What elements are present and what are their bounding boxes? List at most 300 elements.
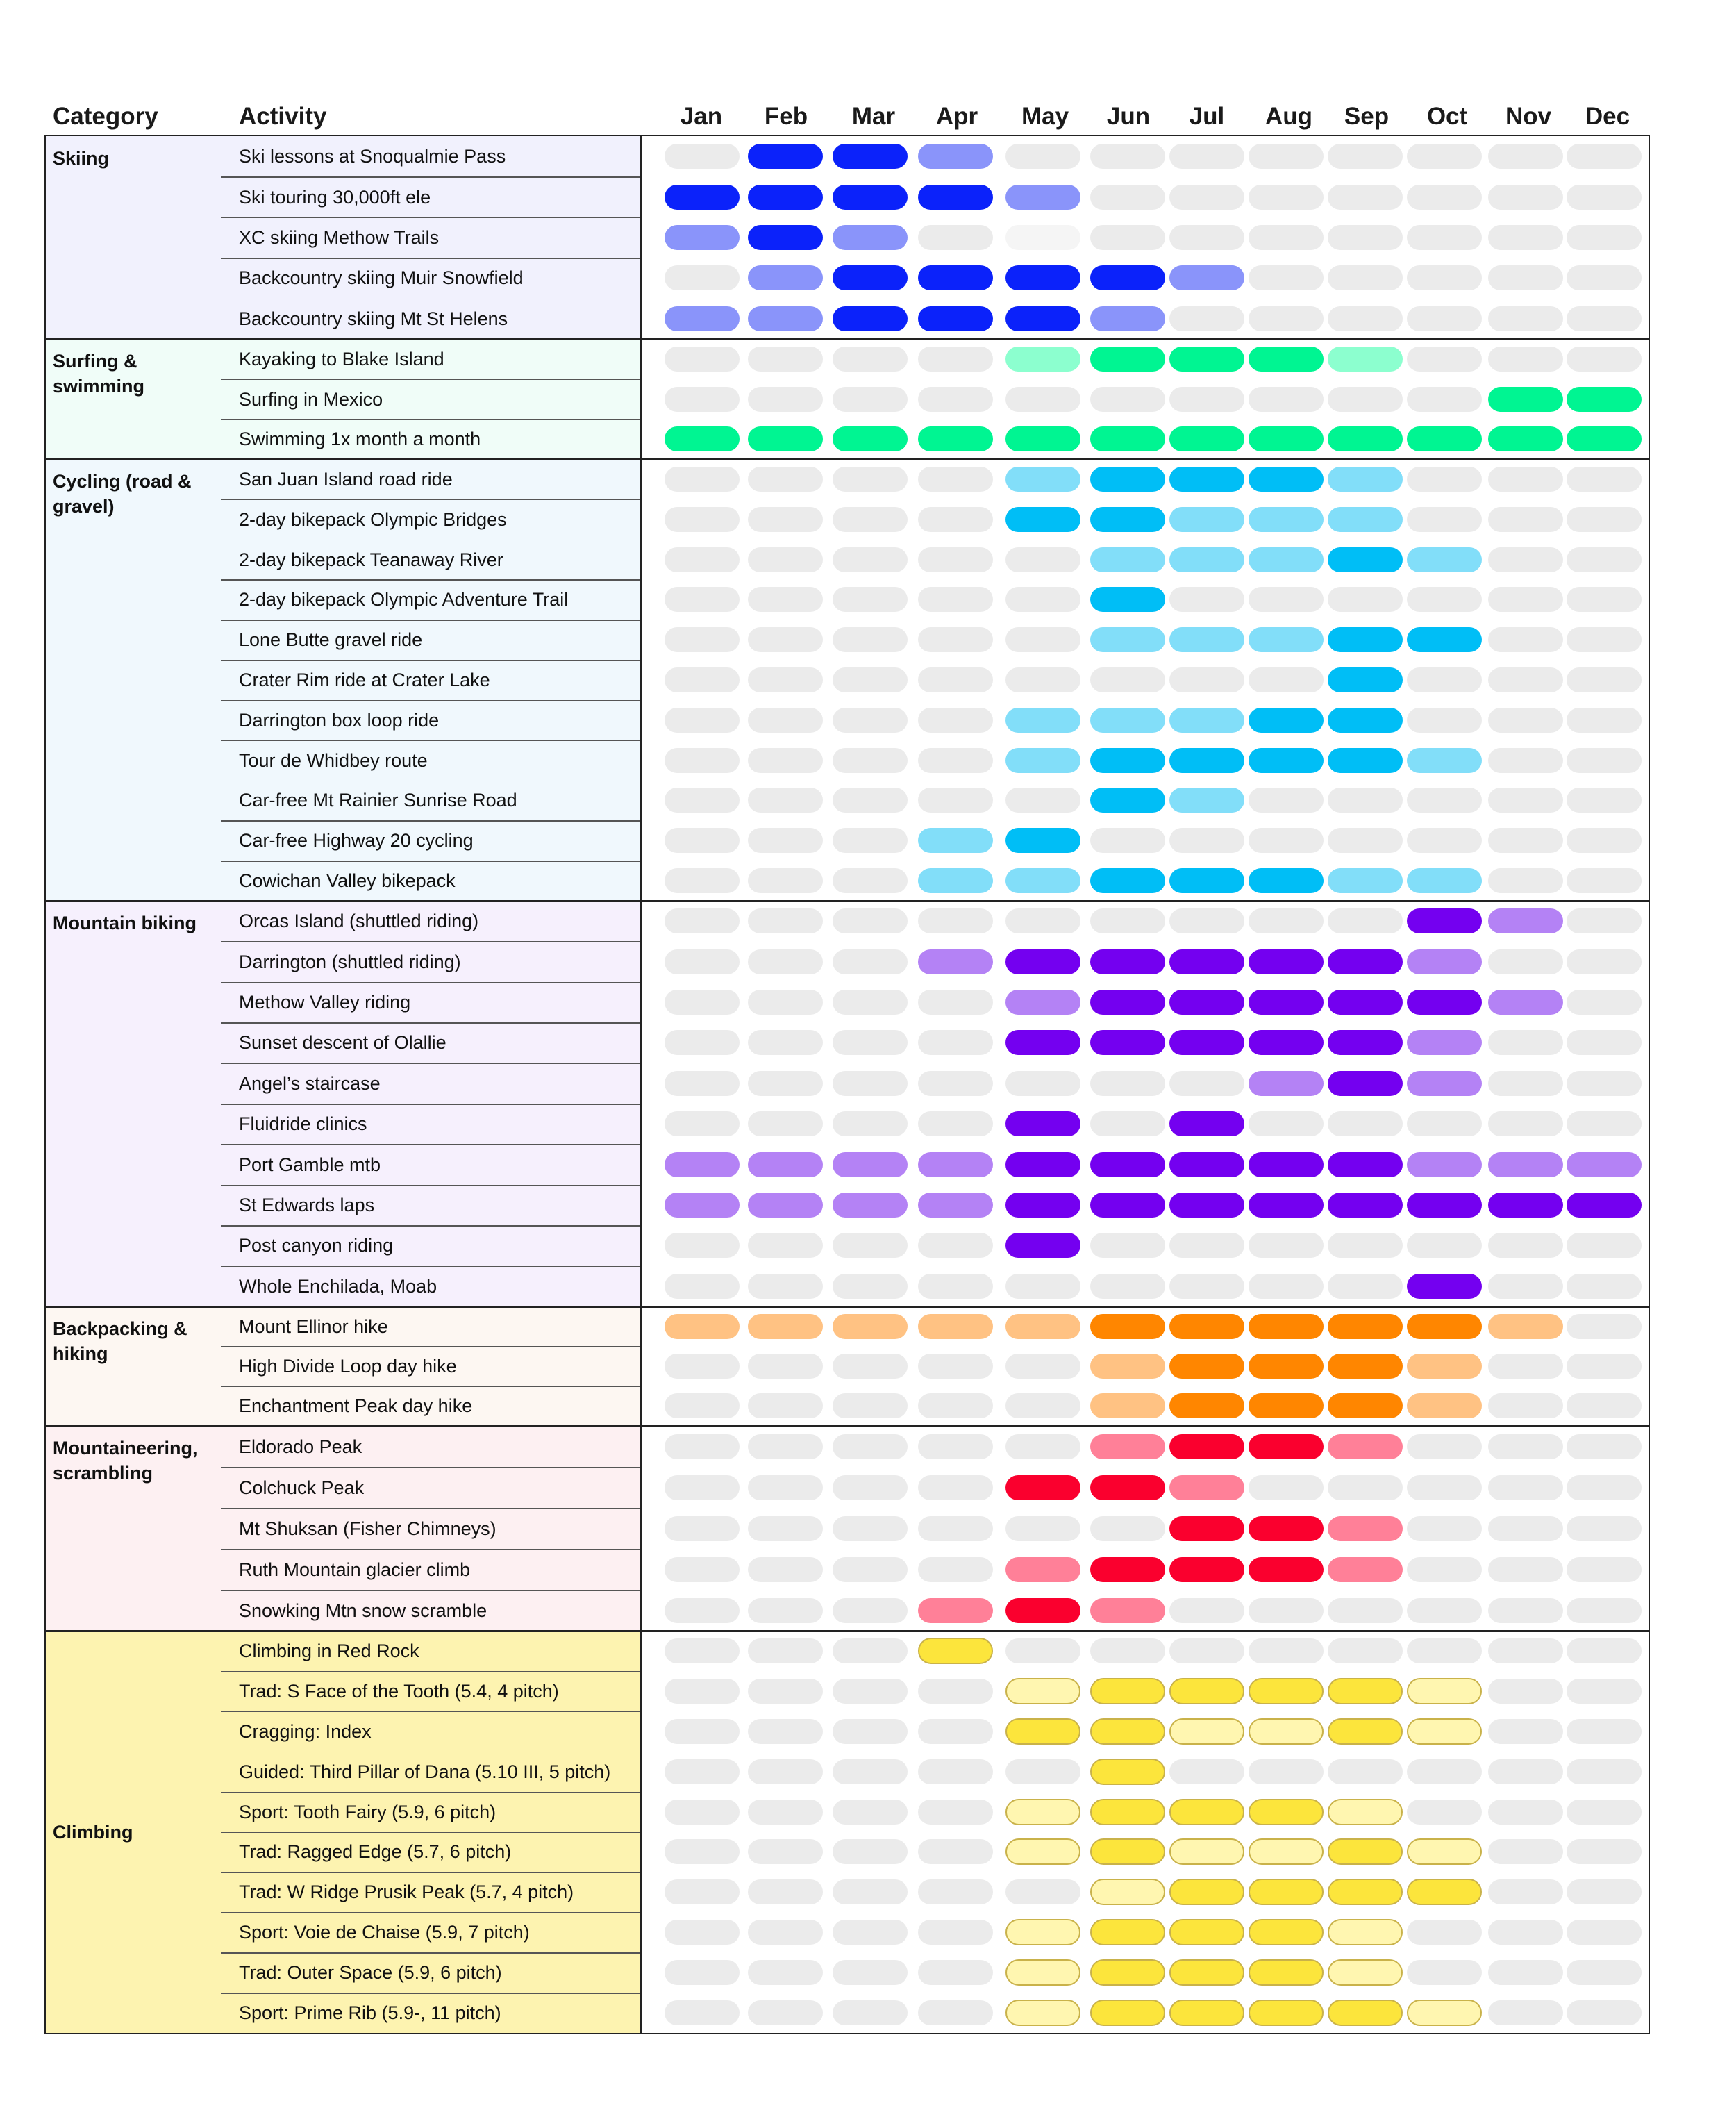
month-cell (1249, 1919, 1324, 1945)
month-cell (748, 1879, 823, 1904)
month-cell (665, 1071, 740, 1096)
month-cell (1488, 1434, 1563, 1459)
month-cell (833, 1960, 908, 1985)
month-cell (1005, 185, 1080, 210)
month-cell (665, 949, 740, 974)
month-cell (665, 1879, 740, 1904)
header-month: Mar (851, 103, 896, 130)
month-cell (1407, 1516, 1482, 1541)
month-cell (748, 1839, 823, 1864)
month-cell (918, 748, 993, 773)
month-cell (1090, 1678, 1165, 1704)
month-cell (918, 627, 993, 652)
month-cell (1169, 507, 1244, 532)
month-cell (918, 2000, 993, 2025)
month-cell (1090, 708, 1165, 733)
activity-label: Sport: Voie de Chaise (5.9, 7 pitch) (239, 1922, 530, 1943)
month-cell (1249, 225, 1324, 250)
category-divider (44, 900, 1650, 902)
month-cell (1567, 225, 1642, 250)
month-cell (1249, 788, 1324, 813)
month-cell (1249, 1879, 1324, 1905)
month-cell (748, 144, 823, 169)
header-month: Feb (764, 103, 808, 130)
month-cell (1407, 1393, 1482, 1418)
activity-label: 2-day bikepack Olympic Adventure Trail (239, 589, 569, 610)
month-cell (918, 1193, 993, 1218)
month-cell (1488, 1879, 1563, 1904)
month-cell (1328, 708, 1403, 733)
month-cell (1407, 908, 1482, 933)
month-cell (1005, 1193, 1080, 1218)
month-cell (665, 1274, 740, 1299)
month-cell (1488, 1111, 1563, 1136)
month-cell (918, 347, 993, 372)
month-cell (1567, 507, 1642, 532)
activity-label: St Edwards laps (239, 1195, 375, 1215)
month-cell (1488, 1960, 1563, 1985)
month-cell (1567, 306, 1642, 331)
category-label: Surfing & swimming (53, 351, 145, 397)
month-cell (918, 1800, 993, 1825)
month-cell (1407, 225, 1482, 250)
month-cell (1567, 1638, 1642, 1663)
month-cell (1090, 1111, 1165, 1136)
month-cell (1249, 828, 1324, 853)
month-cell (1328, 185, 1403, 210)
month-cell (1328, 426, 1403, 451)
month-cell (833, 1759, 908, 1784)
month-cell (1005, 1274, 1080, 1299)
month-cell (918, 788, 993, 813)
month-cell (1328, 467, 1403, 492)
month-cell (1328, 1759, 1403, 1784)
month-cell (1169, 1516, 1244, 1541)
month-cell (1169, 225, 1244, 250)
month-cell (1407, 1030, 1482, 1055)
activity-label: Orcas Island (shuttled riding) (239, 911, 479, 932)
month-cell (1090, 627, 1165, 652)
month-cell (1567, 547, 1642, 572)
row-divider (221, 1104, 642, 1105)
month-cell (1328, 1638, 1403, 1663)
activity-label: Colchuck Peak (239, 1477, 365, 1498)
month-cell (1169, 1759, 1244, 1784)
month-cell (1407, 1557, 1482, 1582)
header-activity: Activity (239, 103, 327, 130)
month-cell (1328, 1274, 1403, 1299)
month-cell (1328, 1959, 1403, 1986)
month-cell (918, 667, 993, 692)
month-cell (1407, 185, 1482, 210)
month-cell (1488, 547, 1563, 572)
month-cell (1169, 1919, 1244, 1945)
month-cell (833, 1839, 908, 1864)
month-cell (1249, 627, 1324, 652)
month-cell (665, 748, 740, 773)
month-cell (1090, 1838, 1165, 1865)
month-cell (1090, 1718, 1165, 1745)
month-cell (1249, 347, 1324, 372)
row-divider (221, 1144, 642, 1145)
row-divider (221, 1671, 642, 1672)
month-cell (1090, 547, 1165, 572)
month-cell (748, 1111, 823, 1136)
month-cell (1328, 990, 1403, 1015)
month-cell (1005, 587, 1080, 612)
month-cell (748, 708, 823, 733)
month-cell (1005, 225, 1080, 250)
month-cell (748, 868, 823, 893)
month-cell (665, 1800, 740, 1825)
month-cell (1407, 990, 1482, 1015)
month-cell (1567, 1960, 1642, 1985)
month-cell (1005, 1759, 1080, 1784)
month-cell (1488, 387, 1563, 412)
month-cell (1090, 1759, 1165, 1785)
month-cell (1407, 708, 1482, 733)
month-cell (1169, 788, 1244, 813)
month-cell (1407, 1152, 1482, 1177)
month-cell (1407, 1759, 1482, 1784)
category-label: Mountaineering, scrambling (53, 1438, 198, 1484)
month-cell (1090, 306, 1165, 331)
month-cell (1567, 708, 1642, 733)
month-cell (1169, 1557, 1244, 1582)
month-cell (1488, 748, 1563, 773)
month-cell (1488, 1152, 1563, 1177)
month-cell (833, 667, 908, 692)
month-cell (1407, 426, 1482, 451)
header-month: Aug (1265, 103, 1313, 130)
month-cell (1488, 788, 1563, 813)
month-cell (1169, 265, 1244, 290)
month-cell (1090, 587, 1165, 612)
month-cell (1249, 144, 1324, 169)
month-cell (1090, 387, 1165, 412)
month-cell (1249, 990, 1324, 1015)
month-cell (1169, 708, 1244, 733)
month-cell (1488, 868, 1563, 893)
month-cell (1249, 708, 1324, 733)
month-cell (1407, 507, 1482, 532)
month-cell (918, 990, 993, 1015)
month-cell (1488, 1071, 1563, 1096)
month-cell (748, 387, 823, 412)
month-cell (1169, 828, 1244, 853)
month-cell (1090, 1030, 1165, 1055)
month-cell (1567, 185, 1642, 210)
month-cell (1169, 1030, 1244, 1055)
month-cell (1567, 587, 1642, 612)
row-divider (221, 1872, 642, 1873)
month-cell (1005, 788, 1080, 813)
month-cell (1090, 990, 1165, 1015)
month-cell (1567, 1314, 1642, 1339)
month-cell (1328, 1354, 1403, 1379)
month-cell (833, 144, 908, 169)
activity-label: 2-day bikepack Teanaway River (239, 549, 503, 570)
month-cell (748, 1679, 823, 1704)
activity-label: Sunset descent of Olallie (239, 1032, 446, 1054)
category-divider (44, 1630, 1650, 1632)
month-cell (1488, 1233, 1563, 1258)
row-divider (221, 499, 642, 501)
month-cell (833, 1679, 908, 1704)
month-cell (748, 1071, 823, 1096)
month-cell (665, 828, 740, 853)
month-cell (1407, 949, 1482, 974)
month-cell (833, 1233, 908, 1258)
month-cell (1407, 1434, 1482, 1459)
month-cell (1328, 1799, 1403, 1825)
month-cell (1005, 1799, 1080, 1825)
month-cell (1488, 908, 1563, 933)
month-cell (1567, 908, 1642, 933)
month-cell (1169, 1314, 1244, 1339)
month-cell (1090, 1193, 1165, 1218)
month-cell (1249, 1598, 1324, 1623)
month-cell (1488, 587, 1563, 612)
month-cell (1005, 547, 1080, 572)
month-cell (1567, 1111, 1642, 1136)
row-divider (221, 1022, 642, 1024)
month-cell (665, 547, 740, 572)
header-month: Jul (1189, 103, 1225, 130)
month-cell (665, 1638, 740, 1663)
month-cell (1090, 828, 1165, 853)
column-divider (640, 135, 642, 2034)
month-cell (1090, 1071, 1165, 1096)
month-cell (1249, 1638, 1324, 1663)
month-cell (1249, 949, 1324, 974)
month-cell (665, 908, 740, 933)
month-cell (1249, 1718, 1324, 1745)
month-cell (1328, 1393, 1403, 1418)
month-cell (1407, 1800, 1482, 1825)
row-divider (221, 1225, 642, 1227)
month-cell (748, 507, 823, 532)
month-cell (1090, 2000, 1165, 2026)
month-cell (1567, 748, 1642, 773)
month-cell (1407, 547, 1482, 572)
month-cell (1567, 387, 1642, 412)
month-cell (665, 306, 740, 331)
month-cell (833, 1314, 908, 1339)
activity-label: Darrington (shuttled riding) (239, 951, 461, 972)
month-cell (1488, 507, 1563, 532)
month-cell (1407, 1193, 1482, 1218)
month-cell (1005, 627, 1080, 652)
month-cell (1328, 1030, 1403, 1055)
month-cell (1005, 949, 1080, 974)
month-cell (1090, 1557, 1165, 1582)
month-cell (1005, 1354, 1080, 1379)
month-cell (665, 1719, 740, 1744)
month-cell (665, 990, 740, 1015)
month-cell (1169, 949, 1244, 974)
month-cell (1328, 667, 1403, 692)
category-divider (44, 1306, 1650, 1308)
row-divider (221, 861, 642, 862)
month-cell (1169, 1959, 1244, 1986)
month-cell (1249, 467, 1324, 492)
month-cell (833, 1393, 908, 1418)
month-cell (1249, 306, 1324, 331)
row-divider (221, 1993, 642, 1994)
month-cell (1005, 265, 1080, 290)
month-cell (1169, 667, 1244, 692)
activity-label: Kayaking to Blake Island (239, 348, 444, 369)
month-cell (1090, 1475, 1165, 1500)
month-cell (1567, 1920, 1642, 1945)
month-cell (1169, 1718, 1244, 1745)
month-cell (918, 1879, 993, 1904)
month-cell (918, 828, 993, 853)
row-divider (221, 1467, 642, 1468)
activity-label: Cragging: Index (239, 1720, 372, 1742)
month-cell (1567, 265, 1642, 290)
month-cell (833, 1800, 908, 1825)
month-cell (918, 1960, 993, 1985)
month-cell (918, 587, 993, 612)
month-cell (1249, 908, 1324, 933)
month-cell (1488, 347, 1563, 372)
month-cell (1090, 748, 1165, 773)
row-divider (221, 620, 642, 621)
month-cell (1169, 1838, 1244, 1865)
month-cell (1005, 1919, 1080, 1945)
month-cell (1169, 1354, 1244, 1379)
month-cell (1488, 1759, 1563, 1784)
month-cell (1488, 144, 1563, 169)
month-cell (748, 1393, 823, 1418)
month-cell (665, 1516, 740, 1541)
month-cell (1567, 868, 1642, 893)
header-month: Apr (935, 103, 978, 130)
row-divider (221, 1752, 642, 1753)
month-cell (1169, 1678, 1244, 1704)
row-divider (221, 1912, 642, 1913)
month-cell (1005, 507, 1080, 532)
month-cell (1488, 667, 1563, 692)
month-cell (1328, 1879, 1403, 1905)
month-cell (833, 708, 908, 733)
activity-label: Lone Butte gravel ride (239, 629, 423, 651)
month-cell (748, 1759, 823, 1784)
row-divider (221, 1386, 642, 1388)
month-cell (665, 1557, 740, 1582)
month-cell (748, 1516, 823, 1541)
month-cell (1328, 347, 1403, 372)
month-cell (1488, 225, 1563, 250)
activity-label: San Juan Island road ride (239, 468, 453, 490)
header-month: Nov (1505, 103, 1552, 130)
month-cell (1249, 1959, 1324, 1986)
month-cell (748, 587, 823, 612)
month-cell (1567, 1393, 1642, 1418)
month-cell (1567, 1434, 1642, 1459)
month-cell (918, 507, 993, 532)
activity-label: Swimming 1x month a month (239, 429, 481, 450)
activity-label: Ruth Mountain glacier climb (239, 1559, 471, 1580)
month-cell (833, 1071, 908, 1096)
month-cell (1567, 828, 1642, 853)
month-cell (1090, 1274, 1165, 1299)
month-cell (1407, 587, 1482, 612)
month-cell (665, 507, 740, 532)
month-cell (665, 1393, 740, 1418)
month-cell (1005, 708, 1080, 733)
month-cell (748, 1598, 823, 1623)
month-cell (1249, 1759, 1324, 1784)
activity-label: Mount Ellinor hike (239, 1315, 388, 1337)
month-cell (1567, 347, 1642, 372)
month-cell (1169, 1071, 1244, 1096)
header-month: Sep (1344, 103, 1389, 130)
month-cell (665, 667, 740, 692)
row-divider (221, 540, 642, 541)
month-cell (1169, 587, 1244, 612)
month-cell (1407, 1354, 1482, 1379)
month-cell (1090, 1233, 1165, 1258)
month-cell (1407, 1475, 1482, 1500)
month-cell (1169, 1799, 1244, 1825)
month-cell (918, 1111, 993, 1136)
month-cell (665, 1475, 740, 1500)
month-cell (918, 306, 993, 331)
month-cell (665, 426, 740, 451)
month-cell (1169, 426, 1244, 451)
month-cell (1090, 426, 1165, 451)
month-cell (1005, 1314, 1080, 1339)
month-cell (665, 1598, 740, 1623)
month-cell (748, 1475, 823, 1500)
month-cell (1249, 1152, 1324, 1177)
month-cell (833, 467, 908, 492)
month-cell (1005, 1516, 1080, 1541)
month-cell (833, 908, 908, 933)
month-cell (1169, 547, 1244, 572)
month-cell (1407, 2000, 1482, 2026)
month-cell (1005, 828, 1080, 853)
activity-label: Car-free Mt Rainier Sunrise Road (239, 790, 517, 811)
month-cell (918, 1233, 993, 1258)
month-cell (1249, 868, 1324, 893)
month-cell (1567, 1800, 1642, 1825)
month-cell (918, 908, 993, 933)
month-cell (833, 788, 908, 813)
month-cell (1328, 387, 1403, 412)
month-cell (1005, 1152, 1080, 1177)
month-cell (1488, 1314, 1563, 1339)
month-cell (1005, 868, 1080, 893)
month-cell (665, 1839, 740, 1864)
row-divider (221, 1952, 642, 1954)
month-cell (748, 1233, 823, 1258)
month-cell (833, 1111, 908, 1136)
month-cell (1488, 828, 1563, 853)
month-cell (1169, 1193, 1244, 1218)
month-cell (918, 265, 993, 290)
month-cell (1328, 507, 1403, 532)
row-divider (221, 1711, 642, 1713)
month-cell (748, 667, 823, 692)
month-cell (1169, 144, 1244, 169)
activity-label: Post canyon riding (239, 1235, 394, 1256)
month-cell (1407, 788, 1482, 813)
month-cell (1567, 2000, 1642, 2025)
